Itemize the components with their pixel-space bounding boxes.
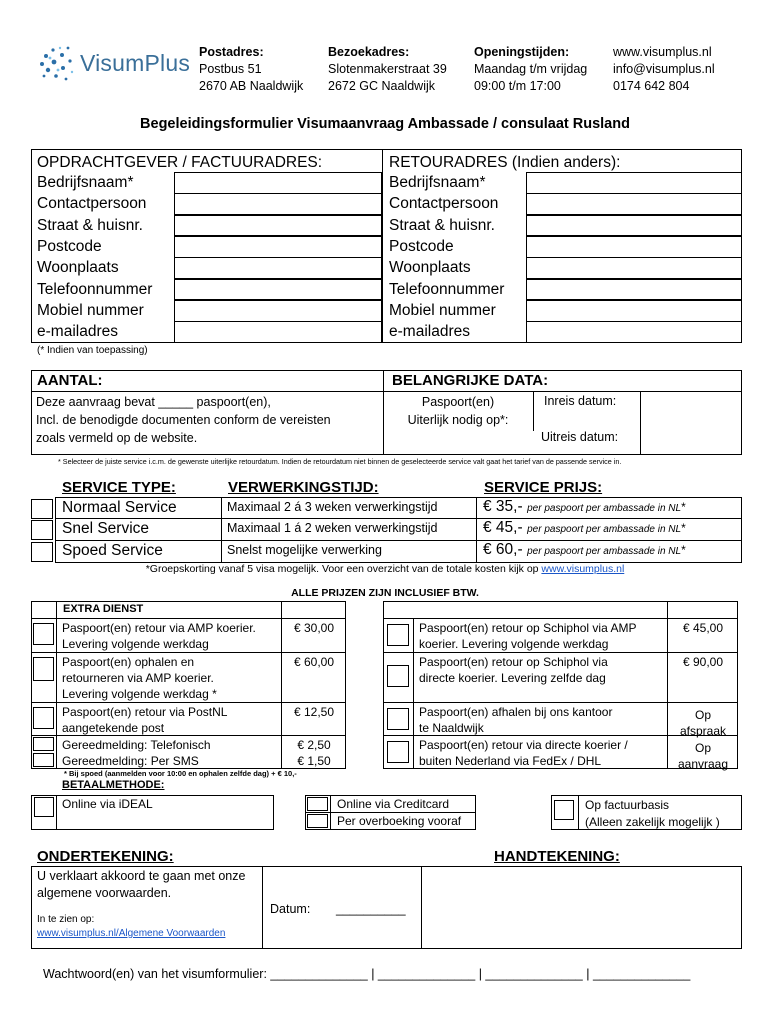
return-field-input[interactable] [526,279,742,301]
extra-right-checkbox[interactable] [387,708,409,730]
website: www.visumplus.nl [613,45,712,59]
invoice-checkbox[interactable] [554,800,574,820]
extra-right-line: Paspoort(en) retour op Schiphol via AMP [419,621,637,635]
hours-line-2: 09:00 t/m 17:00 [474,79,561,93]
extra-left-line: Levering volgende werkdag * [62,687,217,701]
service-type: Snel Service [62,520,150,537]
extra-left-price-value: € 12,50 [293,705,335,719]
extra-left-line: Levering volgende werkdag [62,637,209,651]
entry-date-label: Inreis datum: [544,394,617,408]
service-note: * Selecteer de juiste service i.c.m. de gewenste uiterlijke retourdatum. Indien de retourdatum niet binnen de geselecteerde service valt gaat het tarief van de passende service in. [58,457,622,466]
extra-left-checkbox[interactable] [33,737,54,751]
extra-right-price-value: Op [694,708,711,722]
visit-address [328,44,447,95]
group-note: *Groepskorting vanaf 5 visa mogelijk. Voor een overzicht van de totale kosten kijk op [145,563,539,575]
extra-right-checkbox[interactable] [387,665,409,687]
terms-text [37,868,245,902]
amount-text [36,393,331,447]
service-price [483,519,686,537]
extra-left-price [282,620,346,636]
processing-time: Maximaal 2 á 3 weken verwerkingstijd [227,500,438,514]
service-price [483,541,686,559]
extra-left-line: Gereedmelding: Telefonisch [62,738,211,752]
extra-right-price-value: € 45,00 [682,621,724,635]
contact-info [613,44,715,95]
extra-left-price-value: € 60,00 [293,655,335,669]
hours-label: Openingstijden: [474,45,570,59]
email: info@visumplus.nl [613,62,715,76]
price-star: * [681,543,686,557]
price-per: per paspoort per ambassade in NL [527,546,682,557]
extra-left-checkbox[interactable] [33,657,54,681]
price-star: * [681,500,686,514]
extra-right-line: buiten Nederland via FedEx / DHL [419,754,602,768]
creditcard-label: Online via Creditcard [337,797,450,811]
passport-label: Paspoort(en) [421,395,495,409]
extra-left-line: Paspoort(en) retour via AMP koerier. [62,621,256,635]
ideal-label: Online via iDEAL [62,797,153,811]
return-field-label: Telefoonnummer [389,280,505,298]
post-address [199,44,303,95]
exit-date-label: Uitreis datum: [541,430,619,444]
extra-right-text [419,620,636,652]
extra-right-line: te Naaldwijk [419,721,484,735]
extra-left-price-value: € 2,50 [297,738,331,752]
extra-right-text [419,704,612,736]
amount-line-3: zoals vermeld op de website. [36,431,198,445]
return-field-input[interactable] [526,300,742,322]
return-field-input[interactable] [526,257,742,279]
passwords-line[interactable]: Wachtwoord(en) van het visumformulier: ______________ | ______________ | ______________ | ______________ [43,967,691,981]
service-type-heading: SERVICE TYPE: [62,479,176,496]
creditcard-checkbox[interactable] [307,797,328,811]
spoed-note: * Bij spoed (aanmelden voor 10:00 en ophalen zelfde dag) + € 10,- [64,769,297,778]
terms-line-2: algemene voorwaarden. [37,886,172,900]
extra-right-price [668,707,738,739]
date-label: Datum: [270,902,311,916]
extra-right-line: Paspoort(en) retour op Schiphol via [419,655,608,669]
extra-left-line: retourneren via AMP koerier. [62,671,214,685]
client-field-input[interactable] [174,300,382,322]
return-heading: RETOURADRES (Indien anders): [389,154,621,171]
price-per: per paspoort per ambassade in NL [527,524,682,535]
applicable-note: (* Indien van toepassing) [37,345,148,356]
processing-heading: VERWERKINGSTIJD: [228,479,379,496]
amount-heading: AANTAL: [37,372,103,389]
processing-time: Maximaal 1 á 2 weken verwerkingstijd [227,521,438,535]
processing-time: Snelst mogelijke verwerking [227,543,382,557]
service-price [483,498,686,516]
return-field-label: e-mailadres [389,323,470,341]
logo-text: VisumPlus [80,50,191,76]
client-field-input[interactable] [174,236,382,258]
extra-right-price-value: aanvraag [677,757,729,771]
price-per: per paspoort per ambassade in NL [527,503,682,514]
extra-right-line: Paspoort(en) retour via directe koerier / [419,738,628,752]
client-field-label: Straat & huisnr. [37,216,143,234]
return-field-input[interactable] [526,193,742,215]
dates-heading: BELANGRIJKE DATA: [392,372,549,389]
opening-hours [474,44,587,95]
transfer-label: Per overboeking vooraf [337,814,462,828]
client-heading: OPDRACHTGEVER / FACTUURADRES: [37,154,323,171]
client-field-input[interactable] [174,279,382,301]
phone: 0174 642 804 [613,79,690,93]
group-link[interactable]: www.visumplus.nl [541,563,625,575]
amount-line-1: Deze aanvraag bevat _____ paspoort(en), [36,395,271,409]
extra-right-text [419,654,608,686]
service-checkbox[interactable] [31,542,53,562]
extra-left-price [282,654,346,670]
hours-line-1: Maandag t/m vrijdag [474,62,588,76]
extra-left-checkbox[interactable] [33,623,54,645]
client-field-input[interactable] [174,215,382,237]
date-input[interactable]: __________ [336,902,406,916]
extra-right-price-value: € 90,00 [682,655,724,669]
amount-line-2: Incl. de benodigde documenten conform de vereisten [36,413,331,427]
client-field-label: Mobiel nummer [37,301,144,319]
client-field-label: Contactpersoon [37,195,147,213]
return-field-input[interactable] [526,321,742,343]
client-field-label: Telefoonnummer [37,280,153,298]
price-value: € 45,- [483,519,523,536]
service-type: Normaal Service [62,499,177,516]
return-field-input[interactable] [526,215,742,237]
visit-label: Bezoekadres: [328,45,410,59]
extra-right-line: Paspoort(en) afhalen bij ons kantoor [419,705,613,719]
price-value: € 60,- [483,541,523,558]
post-line-1: Postbus 51 [199,62,262,76]
client-field-label: e-mailadres [37,323,118,341]
client-field-input[interactable] [174,257,382,279]
terms-link[interactable]: www.visumplus.nl/Algemene Voorwaarden [37,928,226,939]
service-checkbox[interactable] [31,499,53,519]
invoice-line-2: (Alleen zakelijk mogelijk ) [585,815,720,829]
visit-line-1: Slotenmakerstraat 39 [328,62,447,76]
logo [36,42,191,86]
travel-dates-input[interactable] [641,392,741,454]
terms-see: In te zien op: [37,914,95,925]
return-field-label: Postcode [389,237,454,255]
return-field-label: Straat & huisnr. [389,216,495,234]
extra-left-price-value: € 30,00 [293,621,335,635]
extra-left-price [282,737,346,769]
extra-left-price-value: € 1,50 [297,754,331,768]
group-discount-line [0,563,770,575]
extra-right-price [668,654,738,670]
post-label: Postadres: [199,45,264,59]
signature-heading: HANDTEKENING: [494,848,620,865]
client-field-label: Woonplaats [37,259,119,277]
extra-left-line: Gereedmelding: Per SMS [62,754,199,768]
passport-needed [384,393,532,429]
extra-right-checkbox[interactable] [387,624,409,646]
extra-heading: EXTRA DIENST [63,603,144,615]
return-field-label: Mobiel nummer [389,301,496,319]
form-title: Begeleidingsformulier Visumaanvraag Ambassade / consulaat Rusland [140,116,630,132]
prices-incl-vat: ALLE PRIJZEN ZIJN INCLUSIEF BTW. [291,587,479,599]
client-field-input[interactable] [174,321,382,343]
extra-right-price-value: afspraak [679,724,727,738]
signature-field[interactable] [423,868,740,947]
service-price-heading: SERVICE PRIJS: [484,479,603,496]
extra-left-price [282,704,346,720]
terms-line-1: U verklaart akkoord te gaan met onze [37,869,246,883]
return-field-input[interactable] [526,172,742,194]
post-line-2: 2670 AB Naaldwijk [199,79,304,93]
extra-left-line: Paspoort(en) retour via PostNL [62,705,228,719]
client-field-input[interactable] [174,172,382,194]
extra-right-line: koerier. Levering volgende werkdag [419,637,609,651]
extra-left-line: aangetekende post [62,721,165,735]
extra-left-line: Paspoort(en) ophalen en [62,655,195,669]
transfer-checkbox[interactable] [307,814,328,828]
ideal-checkbox[interactable] [34,797,54,817]
invoice-line-1: Op factuurbasis [585,798,670,812]
return-field-label: Woonplaats [389,259,471,277]
needed-label: Uiterlijk nodig op*: [407,413,509,427]
payment-heading: BETAALMETHODE: [62,779,165,791]
visit-line-2: 2672 GC Naaldwijk [328,79,435,93]
logo-mark-icon [36,44,78,84]
return-field-input[interactable] [526,236,742,258]
extra-left-checkbox[interactable] [33,707,54,729]
price-star: * [681,521,686,535]
extra-right-price [668,620,738,636]
extra-right-line: directe koerier. Levering zelfde dag [419,671,606,685]
extra-left-text [62,654,217,702]
extra-left-checkbox[interactable] [33,753,54,767]
extra-right-text [419,737,628,769]
extra-left-text [62,620,256,652]
extra-left-text [62,704,227,736]
service-checkbox[interactable] [31,520,53,540]
extra-right-price [668,740,738,772]
client-field-label: Postcode [37,237,102,255]
extra-right-price-value: Op [694,741,711,755]
return-field-label: Bedrijfsnaam* [389,174,486,191]
signing-heading: ONDERTEKENING: [37,848,174,865]
service-type: Spoed Service [62,542,163,559]
extra-right-checkbox[interactable] [387,741,409,763]
extra-left-text [62,737,211,769]
return-field-label: Contactpersoon [389,195,499,213]
client-field-input[interactable] [174,193,382,215]
invoice-label [585,797,720,831]
price-value: € 35,- [483,498,523,515]
client-field-label: Bedrijfsnaam* [37,174,134,191]
